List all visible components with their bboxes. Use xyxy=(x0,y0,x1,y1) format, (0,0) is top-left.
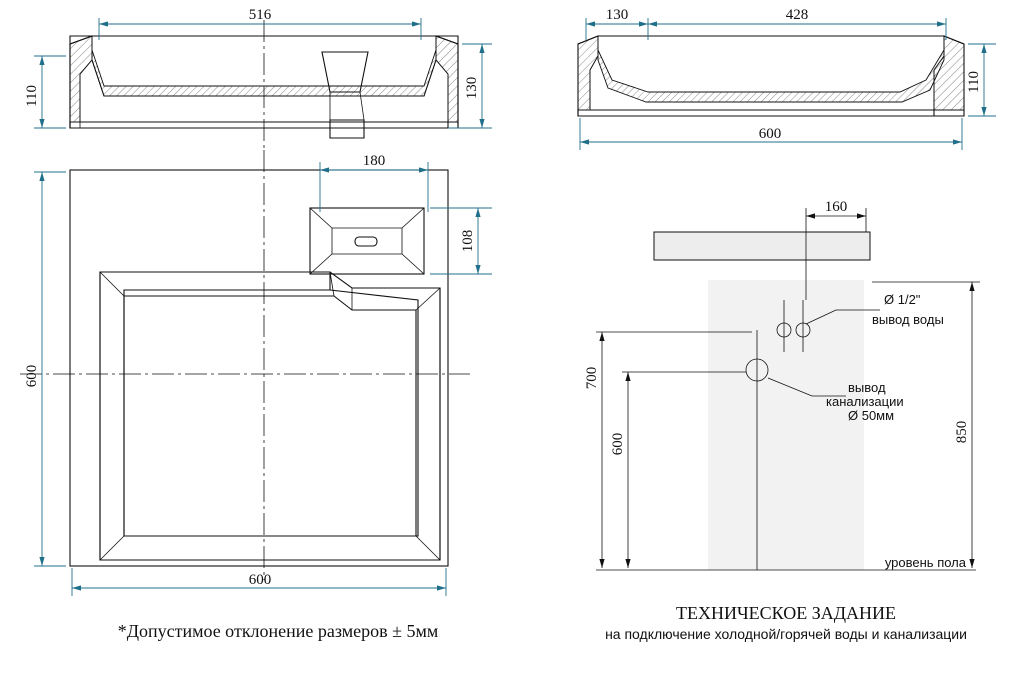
dim-600-horizontal xyxy=(72,568,446,596)
dim-516 xyxy=(99,7,421,40)
dim-160-label: 160 xyxy=(824,199,848,215)
dim-700-label: 700 xyxy=(584,366,600,390)
side-section-view xyxy=(578,7,996,150)
dim-130-428 xyxy=(586,7,946,40)
wall-connection-view xyxy=(584,199,980,570)
spec-subtitle: на подключение холодной/горячей воды и канализации xyxy=(605,626,967,642)
dim-600-wall-label: 600 xyxy=(610,432,626,456)
dim-130-label: 130 xyxy=(605,7,629,23)
dim-516-label: 516 xyxy=(248,7,272,23)
dim-600-vertical xyxy=(24,172,66,566)
dim-108-label: 108 xyxy=(460,229,476,253)
counter-slab xyxy=(654,232,870,260)
tolerance-caption: *Допустимое отклонение размеров ± 5мм xyxy=(117,621,439,641)
dim-180 xyxy=(320,153,428,212)
dim-130-right-label: 130 xyxy=(464,76,480,100)
water-outlet-label: вывод воды xyxy=(872,312,944,327)
plan-view xyxy=(20,150,492,596)
dim-110-left-label: 110 xyxy=(24,85,40,107)
dim-600-vertical-label: 600 xyxy=(24,364,40,388)
dim-110-right xyxy=(966,44,996,116)
sewer-outlet-label-2: канализации xyxy=(826,394,904,409)
spec-title: ТЕХНИЧЕСКОЕ ЗАДАНИЕ xyxy=(675,603,897,623)
floor-level-label: уровень пола xyxy=(884,555,966,570)
front-section-view xyxy=(24,7,492,148)
drain-box xyxy=(310,208,424,274)
dim-600-side xyxy=(580,118,962,150)
dim-110-left xyxy=(24,56,66,128)
dim-600-horizontal-label: 600 xyxy=(248,572,272,588)
dim-428-label: 428 xyxy=(785,7,809,23)
dim-850-label: 850 xyxy=(954,420,970,444)
dim-180-label: 180 xyxy=(362,153,386,169)
dim-110-right-label: 110 xyxy=(966,71,982,93)
dim-600-side-label: 600 xyxy=(758,126,782,142)
sewer-outlet-diameter: Ø 50мм xyxy=(848,408,895,423)
water-outlet-diameter: Ø 1/2" xyxy=(884,292,921,307)
sewer-outlet-label-1: вывод xyxy=(848,380,886,395)
dim-108 xyxy=(430,208,492,274)
